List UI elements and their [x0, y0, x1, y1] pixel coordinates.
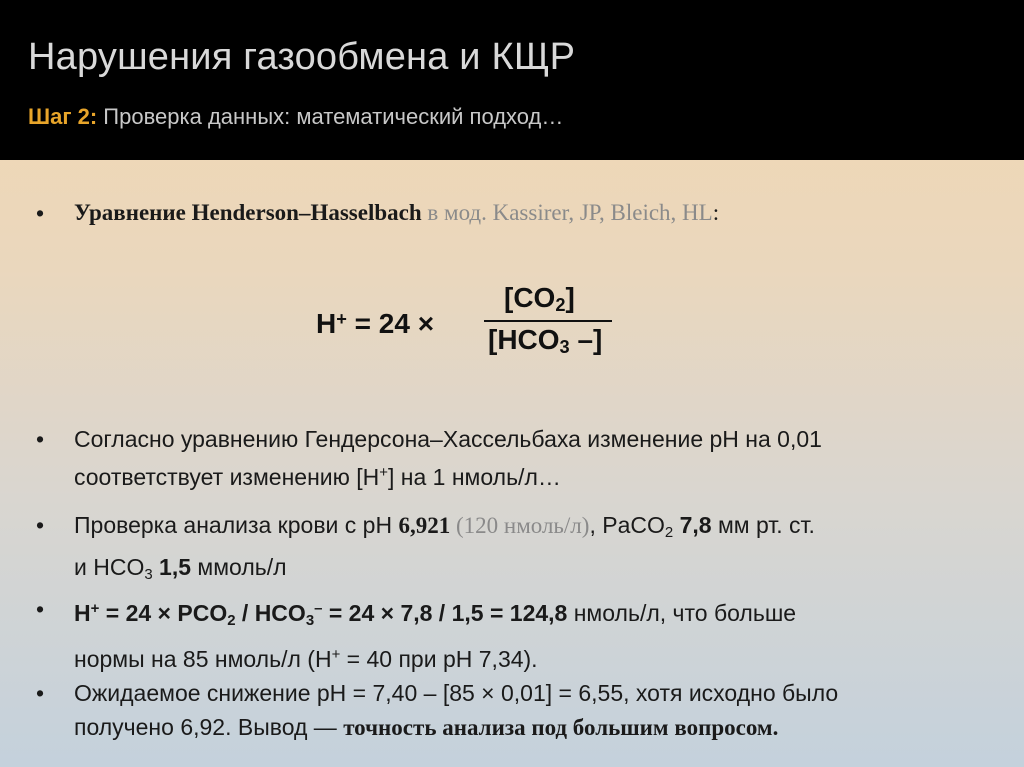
equation-colon: : — [712, 200, 720, 225]
b3-e: ммоль/л — [191, 554, 287, 580]
b3-line2 — [74, 550, 994, 592]
b4-sup2: – — [314, 600, 323, 617]
b4-line2 — [74, 638, 994, 676]
b4-rest: нмоль/л, что больше — [567, 600, 797, 626]
equation-source: в мод. Kassirer, JP, Bleich, HL — [421, 200, 713, 225]
slide-subtitle — [28, 104, 563, 130]
b2-l2b: ] на 1 нмоль/л… — [388, 464, 561, 490]
num-a: [CO — [504, 282, 556, 313]
b3-sub3: 3 — [144, 566, 153, 583]
b3-hco3: 1,5 — [152, 554, 192, 580]
subtitle-step: Шаг 2: — [28, 104, 98, 129]
b3-a: Проверка анализа крови с pH — [74, 512, 399, 538]
b4-eq2: / HCO — [235, 600, 306, 626]
den-a: [HCO — [488, 324, 560, 355]
b4-l2a: нормы на 85 нмоль/л (H — [74, 646, 332, 672]
b5-conclusion: точность анализа под большим вопросом. — [343, 715, 779, 740]
b2-l2a: соответствует изменению [H — [74, 464, 380, 490]
b2-line1: Согласно уравнению Гендерсона–Хассельбаха изменение рН на 0,01 — [74, 426, 822, 452]
b4-sub3: 3 — [305, 612, 315, 629]
b3-grey: (120 нмоль/л) — [450, 513, 590, 538]
bullet-dot: • — [36, 680, 45, 706]
formula-plus: + — [336, 309, 347, 329]
b3-d: и HCO — [74, 554, 145, 580]
num-sub: 2 — [555, 295, 566, 315]
b5-line1: Ожидаемое снижение pH = 7,40 – [85 × 0,01] = 6,55, хотя исходно было — [74, 680, 839, 706]
b4-eq3: = 24 × 7,8 / 1,5 = 124,8 — [322, 600, 568, 626]
b5-line2 — [74, 710, 994, 745]
formula-lhs-rest: = 24 × — [346, 308, 435, 339]
b5-l2a: получено 6,92. Вывод — — [74, 714, 344, 740]
b2-line2 — [74, 456, 994, 494]
bullet-dot: • — [36, 200, 45, 226]
formula-h: H — [316, 308, 337, 339]
b4-line1 — [74, 592, 994, 638]
formula-numerator — [504, 282, 575, 316]
b3-line1 — [74, 508, 994, 550]
bullet-dot: • — [36, 596, 45, 622]
formula-lhs — [316, 308, 434, 340]
formula-denominator — [488, 324, 602, 358]
slide-header — [0, 0, 1024, 160]
den-sub: 3 — [559, 337, 570, 357]
b4-h: H — [74, 600, 91, 626]
fraction-line — [484, 320, 612, 322]
b3-b: , PaCO — [589, 512, 665, 538]
b4-sub2: 2 — [227, 612, 236, 629]
num-b: ] — [565, 282, 575, 313]
b3-pco2: 7,8 — [673, 512, 712, 538]
b4-sup: + — [90, 600, 100, 617]
b2-sup: + — [379, 464, 388, 481]
subtitle-text: Проверка данных: математический подход… — [97, 104, 564, 129]
bullet-dot: • — [36, 512, 45, 538]
b4-eq1: = 24 × PCO — [99, 600, 228, 626]
slide-content — [0, 160, 1024, 767]
den-b: –] — [569, 324, 603, 355]
b4-l2sup: + — [331, 646, 341, 663]
equation-name: Уравнение Henderson–Hasselbach — [74, 200, 422, 225]
b3-sub2: 2 — [664, 524, 674, 541]
b3-ph: 6,921 — [398, 513, 451, 538]
bullet-dot: • — [36, 426, 45, 452]
b3-c: мм рт. ст. — [711, 512, 815, 538]
b4-l2b: = 40 при pH 7,34). — [340, 646, 538, 672]
slide-title: Нарушения газообмена и КЩР — [28, 36, 576, 78]
